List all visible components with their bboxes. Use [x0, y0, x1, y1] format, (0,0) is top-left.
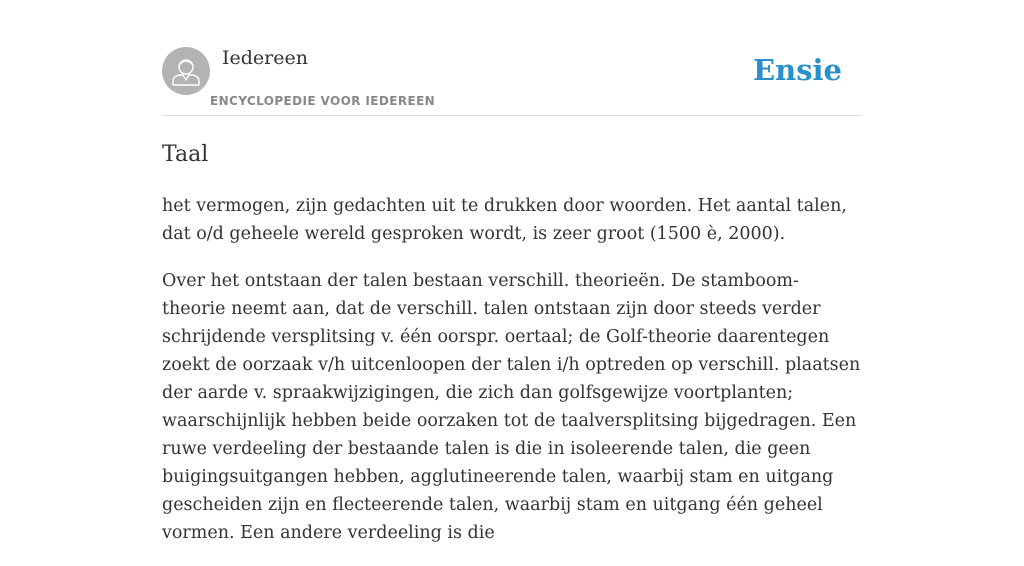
header — [162, 0, 862, 116]
page-container — [162, 0, 862, 543]
avatar[interactable] — [162, 47, 210, 95]
tagline: ENCYCLOPEDIE VOOR IEDEREEN — [210, 94, 436, 108]
author-name[interactable]: Iedereen — [222, 47, 308, 69]
article-title: Taal — [162, 142, 209, 167]
article-paragraph: het vermogen, zijn gedachten uit te drukken door woorden. Het aantal talen, dat o/d geheele wereld gesproken wordt, is zeer groot (1500 è, 2000). — [162, 196, 847, 244]
article-body — [162, 192, 862, 566]
brand-logo[interactable]: Ensie — [753, 53, 842, 87]
article-paragraph: Over het ontstaan der talen bestaan verschill. theorieën. De stamboom-theorie neemt aan, dat de verschill. talen ontstaan zijn door steeds verder schrijdende versplitsing v. één oorspr. oertaal; de Golf-theorie daarentegen zoekt de oorzaak v/h uitcenloopen der talen i/h optreden op verschill. plaatsen der aarde v. spraakwijzigingen, die zich dan golfsgewijze voortplanten; waarschijnlijk hebben beide oorzaken tot de taalversplitsing bijgedragen. Een ruwe verdeeling der bestaande talen is die in isoleerende talen, die geen buigingsuitgangen hebben, agglutineerende talen, waarbij stam en uitgang gescheiden zijn en flecteerende talen, waarbij stam en uitgang één geheel vormen. Een andere verdeeling is die — [162, 271, 861, 543]
user-placeholder-icon — [162, 47, 210, 95]
